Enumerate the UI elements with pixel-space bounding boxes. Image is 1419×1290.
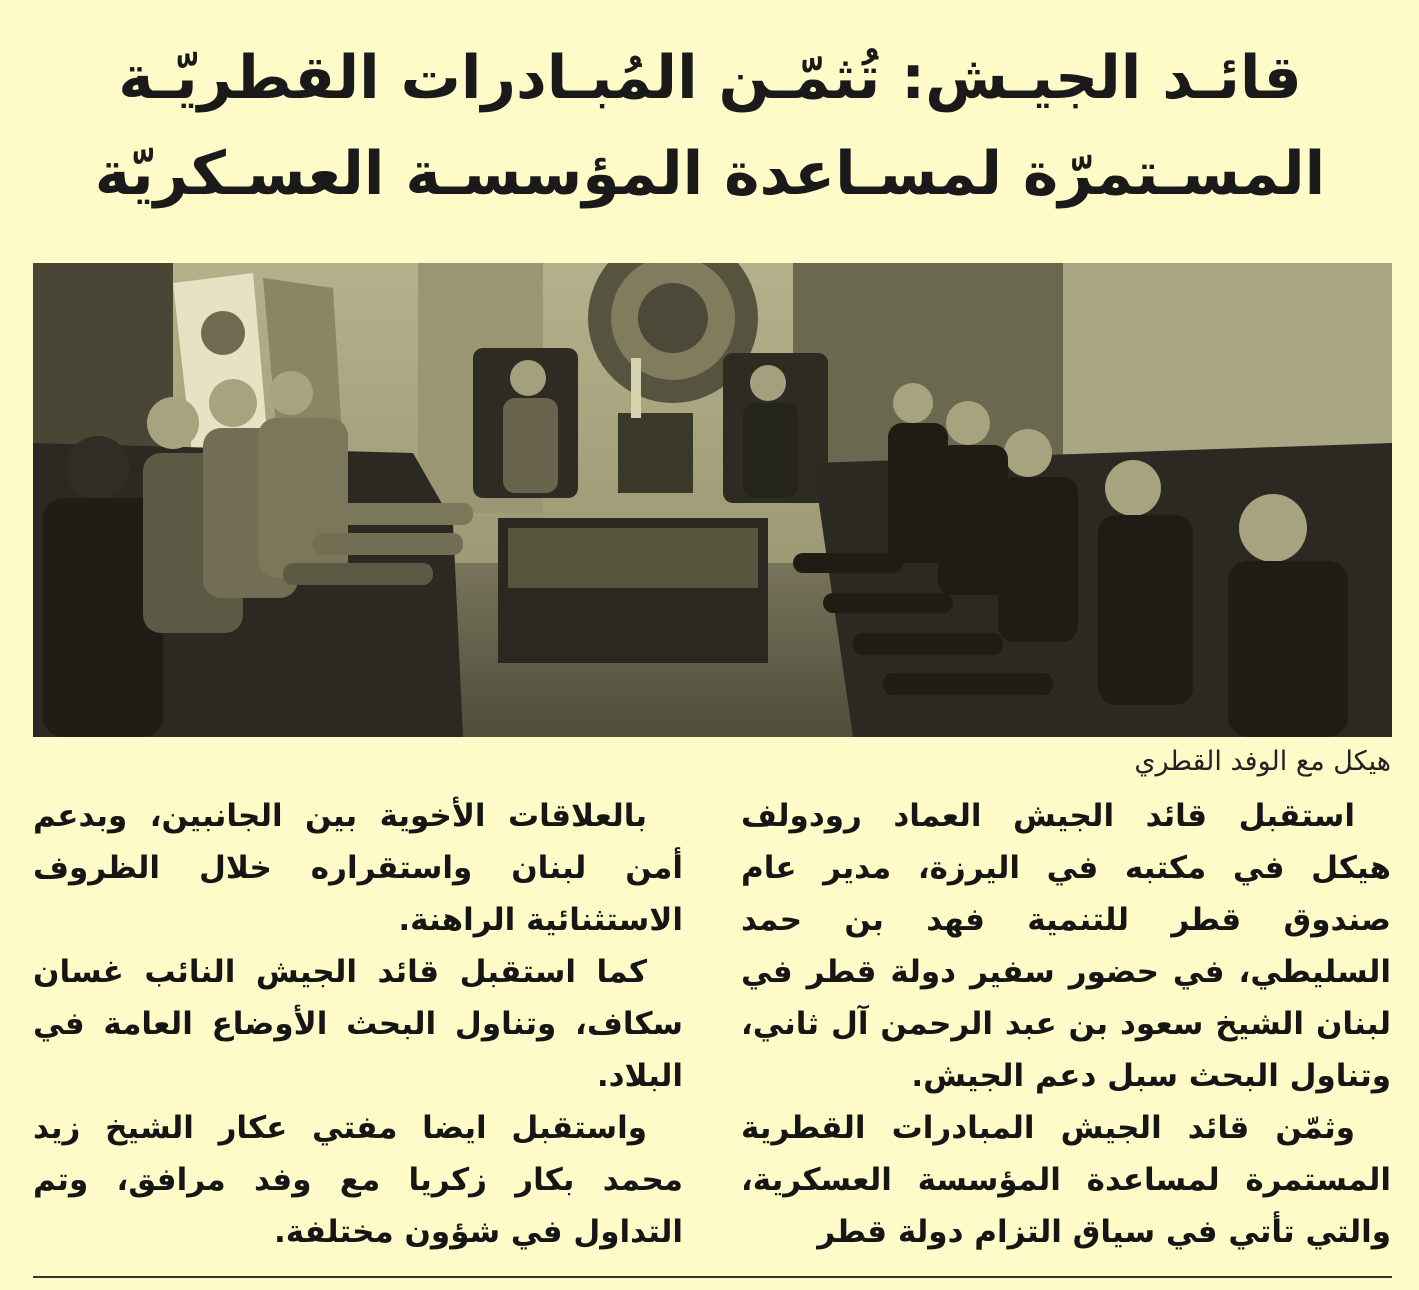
article-paragraph: وثمّن قائد الجيش المبادرات القطرية المستمرة لمساعدة المؤسسة العسكرية، والتي تأتي في سياق التزام دولة قطر <box>741 1110 1391 1250</box>
article-paragraph: كما استقبل قائد الجيش النائب غسان سكاف، وتناول البحث الأوضاع العامة في البلاد. <box>33 954 683 1094</box>
headline-line-2: المسـتمرّة لمسـاعدة المؤسسـة العسـكريّة <box>94 139 1326 209</box>
photo-caption: هيكل مع الوفد القطري <box>1134 746 1391 777</box>
headline <box>60 30 1360 222</box>
article-paragraph: بالعلاقات الأخوية بين الجانبين، وبدعم أمن لبنان واستقراره خلال الظروف الاستثنائية الراهنة. <box>33 798 683 938</box>
article-column-right <box>741 790 1391 1258</box>
article-column-left <box>33 790 683 1258</box>
headline-line-1: قائـد الجيـش: تُثمّـن المُبـادرات القطريّـة <box>118 43 1302 113</box>
news-photo <box>33 263 1392 737</box>
article-paragraph: واستقبل ايضا مفتي عكار الشيخ زيد محمد بكار زكريا مع وفد مرافق، وتم التداول في شؤون مختلفة. <box>33 1110 683 1250</box>
article-paragraph: استقبل قائد الجيش العماد رودولف هيكل في مكتبه في اليرزة، مدير عام صندوق قطر للتنمية فهد بن حمد السليطي، في حضور سفير دولة قطر في لبنان الشيخ سعود بن عبد الرحمن آل ثاني، وتناول البحث سبل دعم الجيش. <box>741 798 1391 1094</box>
bottom-rule <box>33 1276 1392 1278</box>
